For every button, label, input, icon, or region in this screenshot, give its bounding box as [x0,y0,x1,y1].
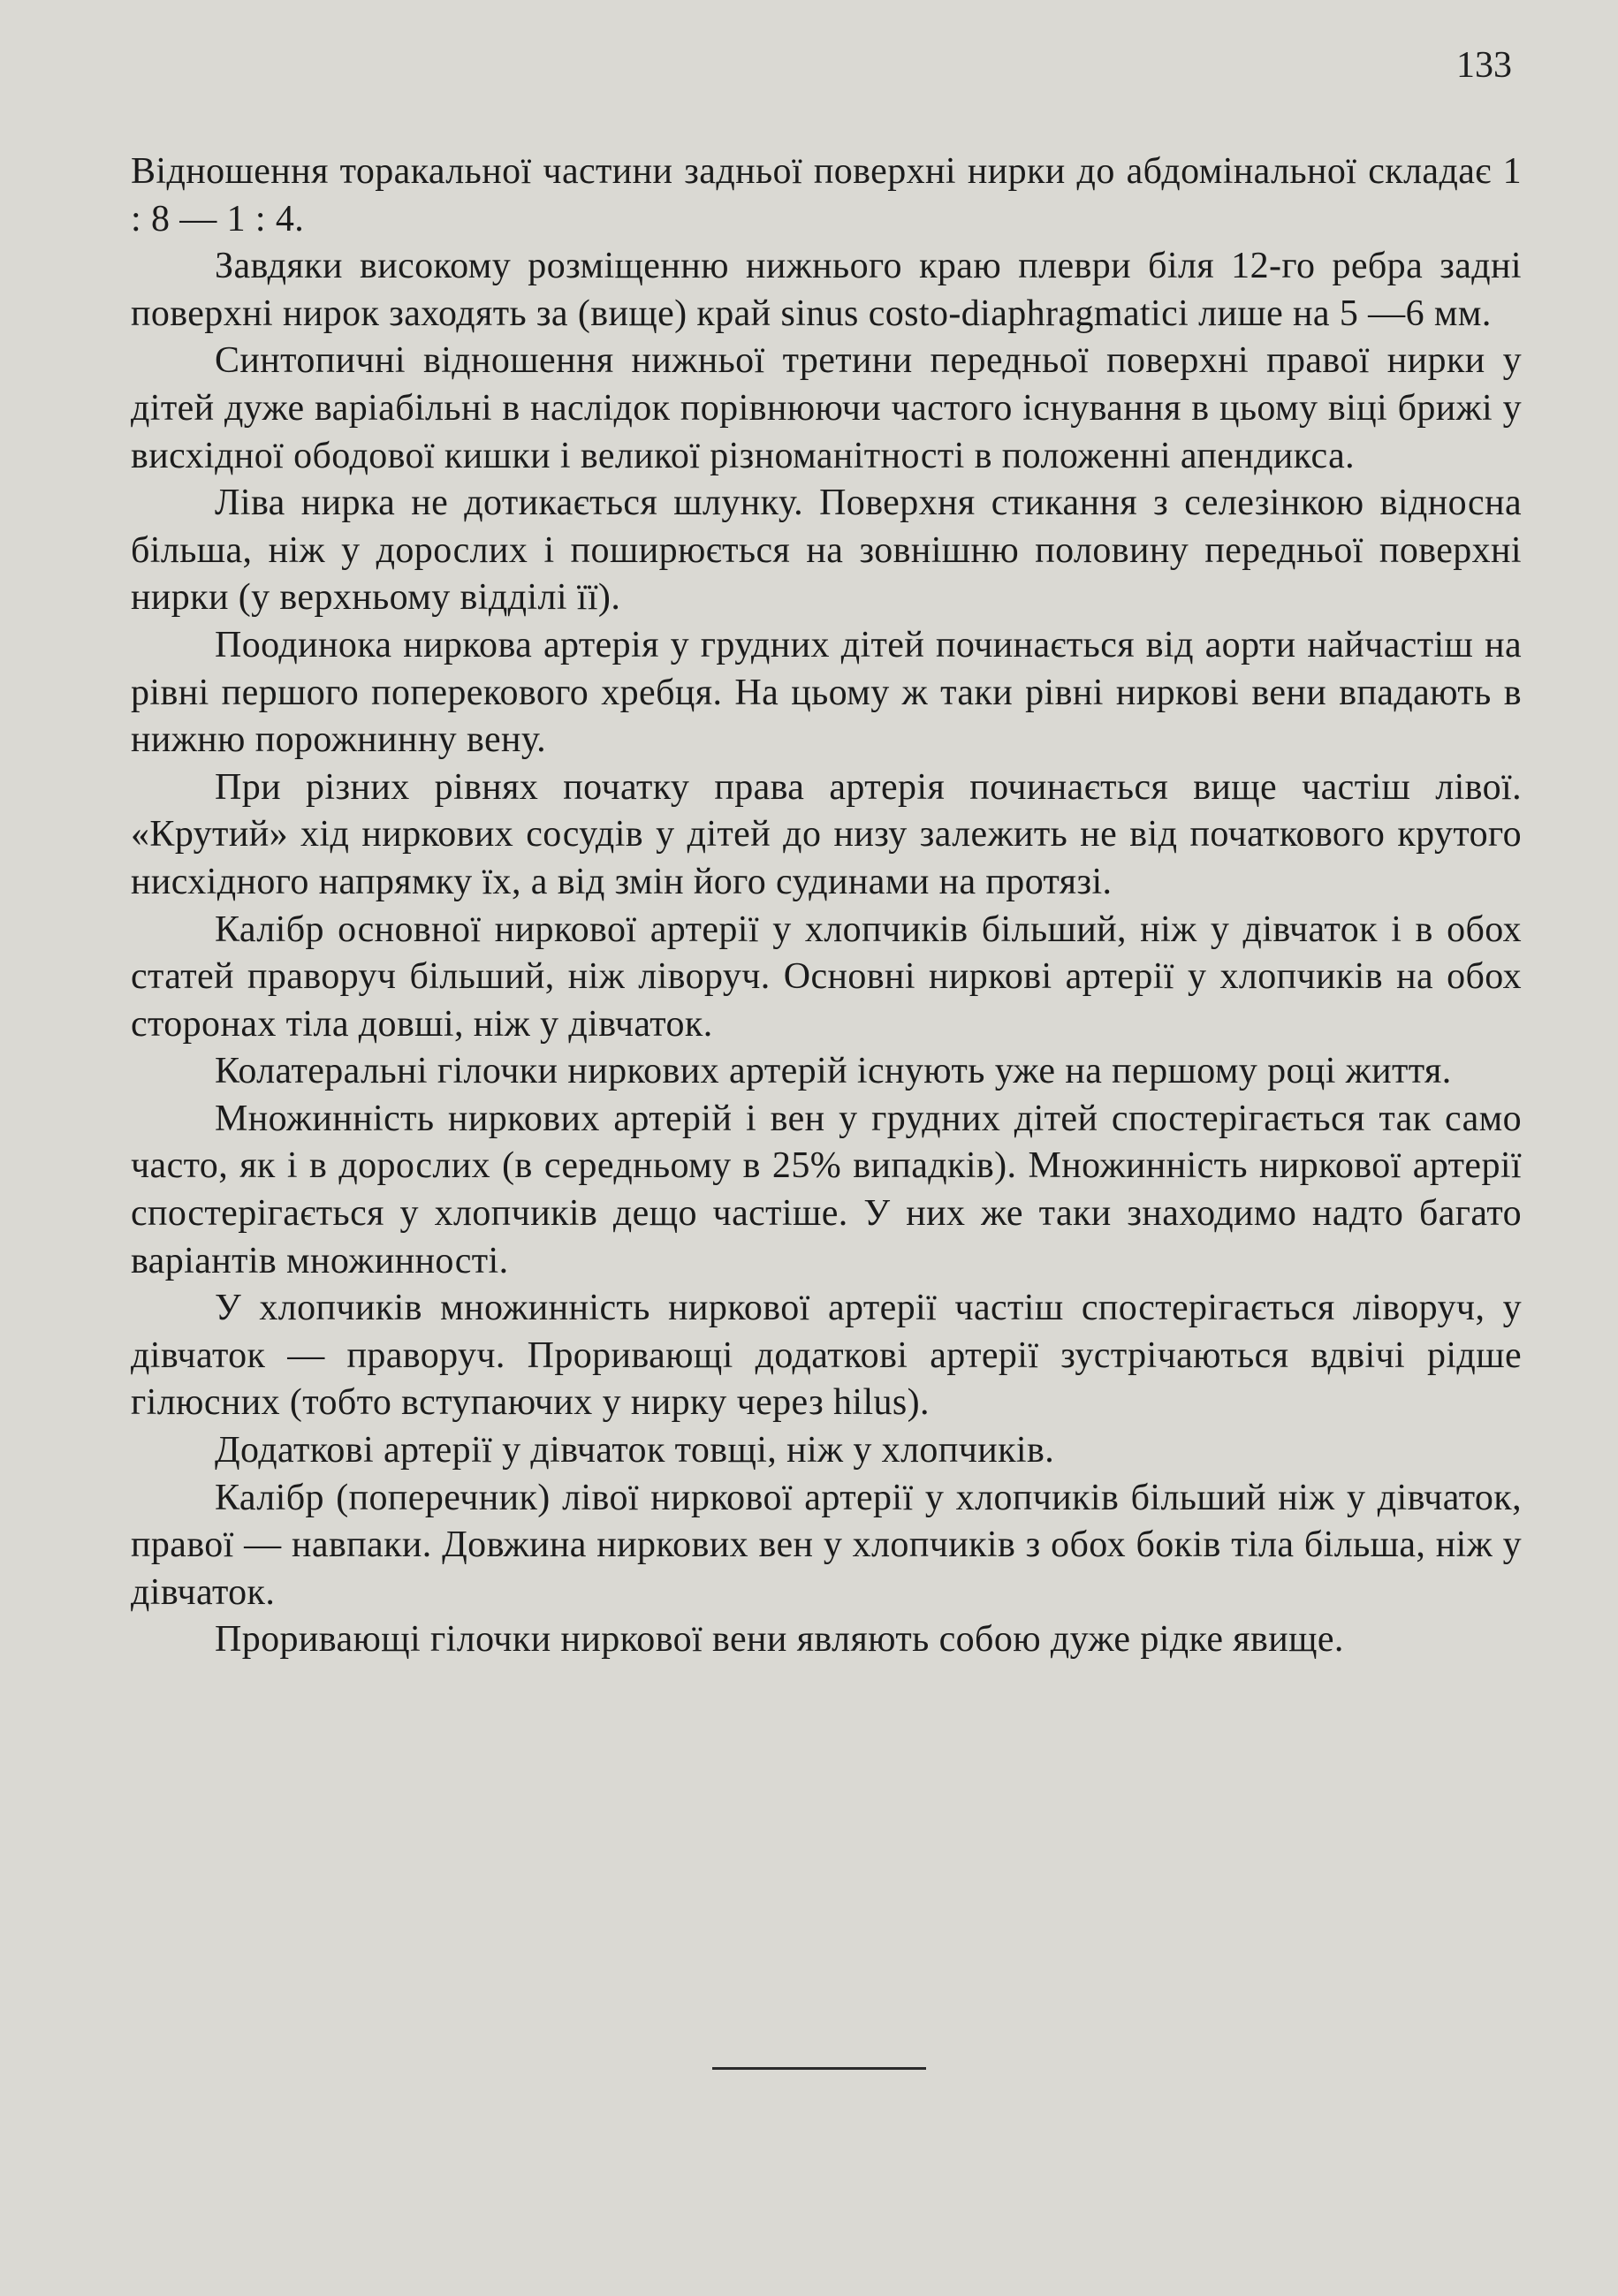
page-number: 133 [1456,45,1512,86]
section-end-rule [712,2067,926,2070]
paragraph: У хлопчиків множинність ниркової артерії частіш спостерігається ліворуч, у дівчаток — праворуч. Проривающі додаткові артерії зустрічаються вдвічі рідше гілюсних (тобто вступаючих у нирку через hilus). [131,1288,1522,1424]
paragraph: Калібр основної ниркової артерії у хлопчиків більший, ніж у дівчаток і в обох статей праворуч більший, ніж ліворуч. Основні ниркові артерії у хлопчиків на обох сторонах тіла довші, ніж у дівчаток. [131,909,1522,1045]
paragraph: Ліва нирка не дотикається шлунку. Поверхня стикання з селезінкою відносна більша, ніж у дорослих і поширюється на зовнішню половину передньої поверхні нирки (у верхньому відділі її). [131,483,1522,619]
body-text [131,148,1522,1664]
paragraph: Проривающі гілочки ниркової вени являють собою дуже рідке явище. [215,1619,1344,1661]
paragraph: Додаткові артерії у дівчаток товщі, ніж у хлопчиків. [215,1430,1055,1471]
paragraph: Завдяки високому розміщенню нижнього краю плеври біля 12-го ребра задні поверхні нирок заходять за (вище) край sinus costo-diaphragmatici лише на 5 —6 мм. [131,246,1522,334]
paragraph: Синтопичні відношення нижньої третини передньої поверхні правої нирки у дітей дуже варіабільні в наслідок порівнюючи частого існування в цьому віці брижі у висхідної ободової кишки і великої різноманітності в положенні апендикса. [131,340,1522,476]
paragraph: Поодинока ниркова артерія у грудних дітей починається від аорти найчастіш на рівні першого поперекового хребця. На цьому ж таки рівні ниркові вени впадають в нижню порожнинну вену. [131,624,1522,761]
paragraph: Відношення торакальної частини задньої поверхні нирки до абдомінальної складає 1 : 8 — 1 : 4. [131,151,1522,239]
paragraph: Калібр (поперечник) лівої ниркової артерії у хлопчиків більший ніж у дівчаток, правої — навпаки. Довжина ниркових вен у хлопчиків з обох боків тіла більша, ніж у дівчаток. [131,1477,1522,1613]
paragraph: При різних рівнях початку права артерія починається вище частіш лівої. «Крутий» хід ниркових сосудів у дітей до низу залежить не від початкового крутого нисхідного напрямку їх, а від змін його судинами на протязі. [131,766,1522,902]
paragraph: Множинність ниркових артерій і вен у грудних дітей спостерігається так само часто, як і в дорослих (в середньому в 25% випадків). Множинність ниркової артерії спостерігається у хлопчиків дещо частіше. У них же таки знаходимо надто багато варіантів множинності. [131,1098,1522,1281]
paragraph: Колатеральні гілочки ниркових артерій існують уже на першому році життя. [215,1051,1452,1092]
